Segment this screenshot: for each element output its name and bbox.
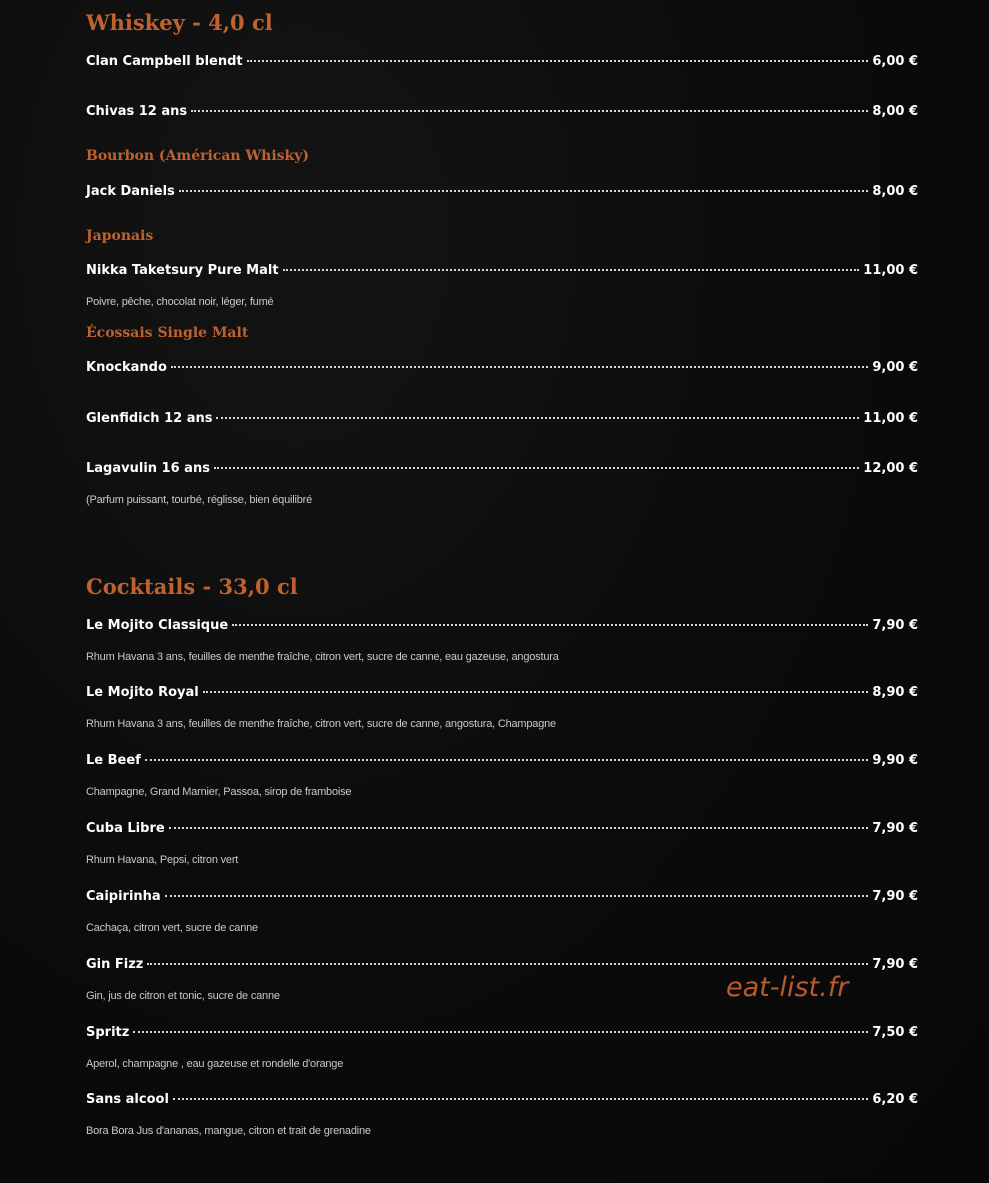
item-name: Clan Campbell blendt (86, 54, 243, 69)
item-price: 11,00 € (863, 263, 918, 278)
menu-item-cuba-libre (86, 822, 918, 835)
item-price: 7,90 € (872, 957, 918, 972)
item-description: Poivre, pêche, chocolat noir, léger, fumé (86, 296, 274, 308)
menu-item-mojito-classique (86, 619, 918, 632)
item-price: 6,20 € (872, 1092, 918, 1107)
dot-leader (216, 417, 859, 419)
dot-leader (247, 60, 869, 62)
menu-item-jack-daniels (86, 185, 918, 198)
whiskey-section-title: Whiskey - 4,0 cl (86, 10, 273, 35)
dot-leader (165, 895, 869, 897)
dot-leader (283, 269, 860, 271)
item-name: Jack Daniels (86, 184, 175, 199)
item-name: Cuba Libre (86, 821, 165, 836)
item-price: 7,90 € (872, 618, 918, 633)
ecossais-subsection-title: Écossais Single Malt (86, 325, 249, 341)
menu-item-clan-campbell (86, 55, 918, 68)
item-name: Caipirinha (86, 889, 161, 904)
japonais-subsection-title: Japonais (86, 228, 154, 244)
menu-item-chivas (86, 105, 918, 118)
item-description: (Parfum puissant, tourbé, réglisse, bien équilibré (86, 494, 313, 506)
cocktails-section-title: Cocktails - 33,0 cl (86, 574, 298, 599)
menu-item-spritz (86, 1026, 918, 1039)
dot-leader (147, 963, 868, 965)
item-name: Gin Fizz (86, 957, 144, 972)
item-name: Spritz (86, 1025, 130, 1040)
menu-item-lagavulin (86, 462, 918, 475)
item-description: Cachaça, citron vert, sucre de canne (86, 922, 258, 934)
dot-leader (145, 759, 869, 761)
item-name: Chivas 12 ans (86, 104, 188, 119)
menu-item-caipirinha (86, 890, 918, 903)
item-price: 12,00 € (863, 461, 918, 476)
item-price: 8,90 € (872, 685, 918, 700)
dot-leader (191, 110, 868, 112)
dot-leader (173, 1098, 868, 1100)
item-price: 8,00 € (872, 184, 918, 199)
item-description: Rhum Havana, Pepsi, citron vert (86, 854, 239, 866)
item-name: Nikka Taketsury Pure Malt (86, 263, 279, 278)
item-name: Lagavulin 16 ans (86, 461, 210, 476)
item-description: Champagne, Grand Marnier, Passoa, sirop de framboise (86, 786, 352, 798)
dot-leader (179, 190, 869, 192)
item-name: Glenfidich 12 ans (86, 411, 213, 426)
watermark-text: eat-list.fr (726, 972, 849, 1003)
item-name: Sans alcool (86, 1092, 169, 1107)
menu-item-nikka (86, 264, 918, 277)
dot-leader (133, 1031, 868, 1033)
menu-item-glenfidich (86, 412, 918, 425)
menu-item-knockando (86, 361, 918, 374)
item-description: Aperol, champagne , eau gazeuse et rondelle d'orange (86, 1058, 344, 1070)
item-price: 9,90 € (872, 753, 918, 768)
item-description: Gin, jus de citron et tonic, sucre de canne (86, 990, 280, 1002)
item-price: 8,00 € (872, 104, 918, 119)
item-price: 11,00 € (863, 411, 918, 426)
item-description: Rhum Havana 3 ans, feuilles de menthe fraîche, citron vert, sucre de canne, angostura, Champagne (86, 718, 556, 730)
item-price: 7,90 € (872, 821, 918, 836)
menu-item-sans-alcool (86, 1093, 918, 1106)
dot-leader (203, 691, 869, 693)
dot-leader (169, 827, 869, 829)
dot-leader (232, 624, 868, 626)
bourbon-subsection-title: Bourbon (Américan Whisky) (86, 148, 310, 164)
item-name: Knockando (86, 360, 167, 375)
item-description: Rhum Havana 3 ans, feuilles de menthe fraîche, citron vert, sucre de canne, eau gazeuse, angostura (86, 651, 559, 663)
item-name: Le Mojito Royal (86, 685, 199, 700)
dot-leader (214, 467, 859, 469)
menu-item-gin-fizz (86, 958, 918, 971)
menu-item-mojito-royal (86, 686, 918, 699)
item-price: 7,90 € (872, 889, 918, 904)
item-name: Le Beef (86, 753, 141, 768)
item-price: 7,50 € (872, 1025, 918, 1040)
item-price: 9,00 € (872, 360, 918, 375)
item-description: Bora Bora Jus d'ananas, mangue, citron et trait de grenadine (86, 1125, 371, 1137)
item-price: 6,00 € (872, 54, 918, 69)
menu-item-le-beef (86, 754, 918, 767)
dot-leader (171, 366, 868, 368)
item-name: Le Mojito Classique (86, 618, 229, 633)
